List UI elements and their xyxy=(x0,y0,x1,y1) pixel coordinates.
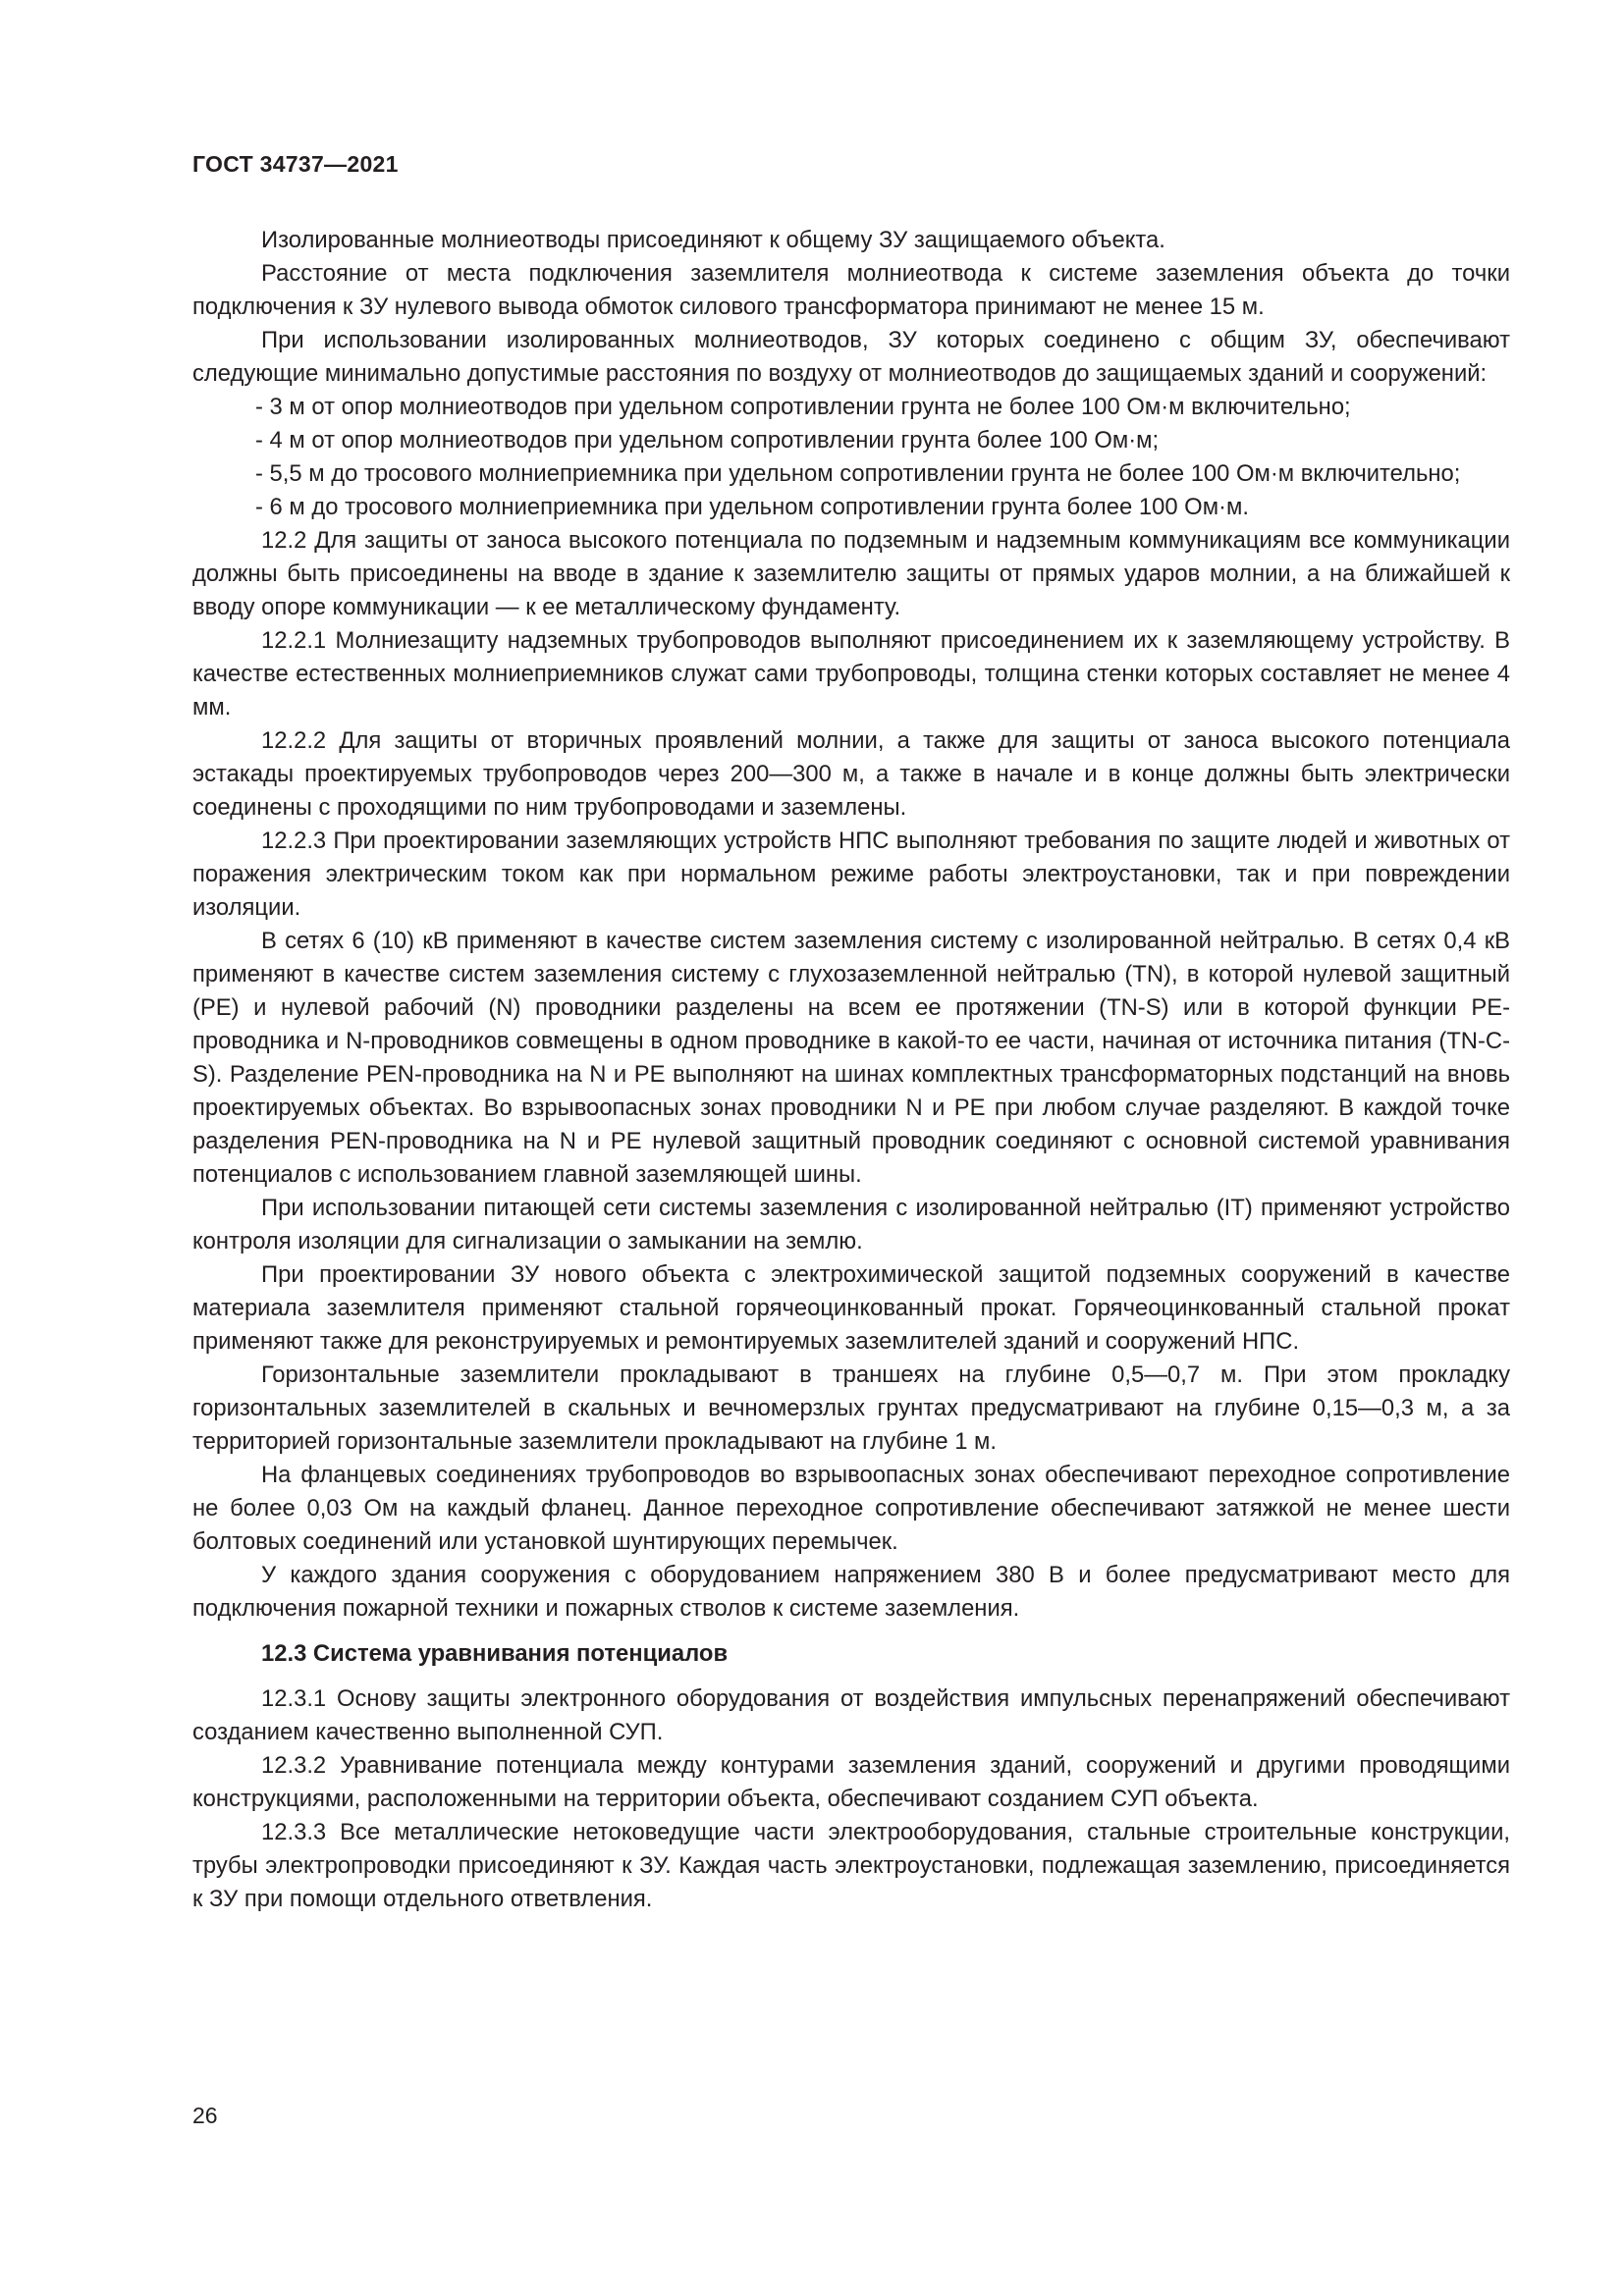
list-item: - 6 м до тросового молниеприемника при удельном сопротивлении грунта более 100 Ом·м. xyxy=(255,494,1249,520)
paragraph: 12.2.1 Молниезащиту надземных трубопроводов выполняют присоединением их к заземляющему устройству. В качестве естественных молниеприемников служат сами трубопроводы, толщина стенки которых составляет не менее 4 мм. xyxy=(192,627,1510,721)
page-number: 26 xyxy=(192,2103,218,2128)
paragraph: 12.2.3 При проектировании заземляющих устройств НПС выполняют требования по защите людей и животных от поражения электрическим током как при нормальном режиме работы электроустановки, так и при повреждении изоляции. xyxy=(192,828,1510,921)
paragraph: В сетях 6 (10) кВ применяют в качестве систем заземления систему с изолированной нейтралью. В сетях 0,4 кВ применяют в качестве систем заземления систему с глухозаземленной нейтралью (TN), в которой нулевой защитный (PE) и нулевой рабочий (N) проводники разделены на всем ее протяжении (TN-S) или в которой функции PE-проводника и N-проводников совмещены в одном проводнике в какой-то ее части, начиная от источника питания (TN-C-S). Разделение PEN-проводника на N и PE выполняют на шинах комплектных трансформаторных подстанций на вновь проектируемых объектах. Во взрывоопасных зонах проводники N и PE при любом случае разделяют. В каждой точке разделения PEN-проводника на N и PE нулевой защитный проводник соединяют с основной системой уравнивания потенциалов с использованием главной заземляющей шины. xyxy=(192,928,1510,1188)
paragraph: При проектировании ЗУ нового объекта с электрохимической защитой подземных сооружений в качестве материала заземлителя применяют стальной горячеоцинкованный прокат. Горячеоцинкованный стальной прокат применяют также для реконструируемых и ремонтируемых заземлителей зданий и сооружений НПС. xyxy=(192,1261,1510,1355)
list-item: - 3 м от опор молниеотводов при удельном сопротивлении грунта не более 100 Ом·м включительно; xyxy=(255,394,1351,420)
section-heading: 12.3 Система уравнивания потенциалов xyxy=(261,1640,729,1667)
paragraph: При использовании изолированных молниеотводов, ЗУ которых соединено с общим ЗУ, обеспечивают следующие минимально допустимые расстояния по воздуху от молниеотводов до защищаемых зданий и сооружений: xyxy=(192,327,1510,387)
list-item: - 5,5 м до тросового молниеприемника при удельном сопротивлении грунта не более 100 Ом·м включительно; xyxy=(255,460,1461,487)
paragraph: 12.3.2 Уравнивание потенциала между контурами заземления зданий, сооружений и другими проводящими конструкциями, расположенными на территории объекта, обеспечивают созданием СУП объекта. xyxy=(192,1752,1510,1812)
paragraph: При использовании питающей сети системы заземления с изолированной нейтралью (IT) применяют устройство контроля изоляции для сигнализации о замыкании на землю. xyxy=(192,1195,1510,1255)
paragraph: 12.3.1 Основу защиты электронного оборудования от воздействия импульсных перенапряжений обеспечивают созданием качественно выполненной СУП. xyxy=(192,1685,1510,1745)
paragraph: На фланцевых соединениях трубопроводов во взрывоопасных зонах обеспечивают переходное сопротивление не более 0,03 Ом на каждый фланец. Данное переходное сопротивление обеспечивают затяжкой не менее шести болтовых соединений или установкой шунтирующих перемычек. xyxy=(192,1462,1510,1555)
list-item: - 4 м от опор молниеотводов при удельном сопротивлении грунта более 100 Ом·м; xyxy=(255,427,1160,454)
paragraph: 12.3.3 Все металлические нетоковедущие части электрооборудования, стальные строительные конструкции, трубы электропроводки присоединяют к ЗУ. Каждая часть электроустановки, подлежащая заземлению, присоединяется к ЗУ при помощи отдельного ответвления. xyxy=(192,1819,1510,1912)
paragraph: 12.2.2 Для защиты от вторичных проявлений молнии, а также для защиты от заноса высокого потенциала эстакады проектируемых трубопроводов через 200—300 м, а также в начале и в конце должны быть электрически соединены с проходящими по ним трубопроводами и заземлены. xyxy=(192,727,1510,821)
document-body xyxy=(192,224,1510,1916)
paragraph: Горизонтальные заземлители прокладывают в траншеях на глубине 0,5—0,7 м. При этом прокладку горизонтальных заземлителей в скальных и вечномерзлых грунтах предусматривают на глубине 0,15—0,3 м, а за территорией горизонтальные заземлители прокладывают на глубине 1 м. xyxy=(192,1362,1510,1455)
paragraph: 12.2 Для защиты от заноса высокого потенциала по подземным и надземным коммуникациям все коммуникации должны быть присоединены на вводе в здание к заземлителю защиты от прямых ударов молнии, а на ближайшей к вводу опоре коммуникации — к ее металлическому фундаменту. xyxy=(192,527,1510,620)
paragraph: Расстояние от места подключения заземлителя молниеотвода к системе заземления объекта до точки подключения к ЗУ нулевого вывода обмоток силового трансформатора принимают не менее 15 м. xyxy=(192,260,1510,320)
document-header-code: ГОСТ 34737—2021 xyxy=(192,151,399,177)
paragraph: Изолированные молниеотводы присоединяют к общему ЗУ защищаемого объекта. xyxy=(261,227,1165,253)
paragraph: У каждого здания сооружения с оборудованием напряжением 380 В и более предусматривают место для подключения пожарной техники и пожарных стволов к системе заземления. xyxy=(192,1562,1510,1622)
